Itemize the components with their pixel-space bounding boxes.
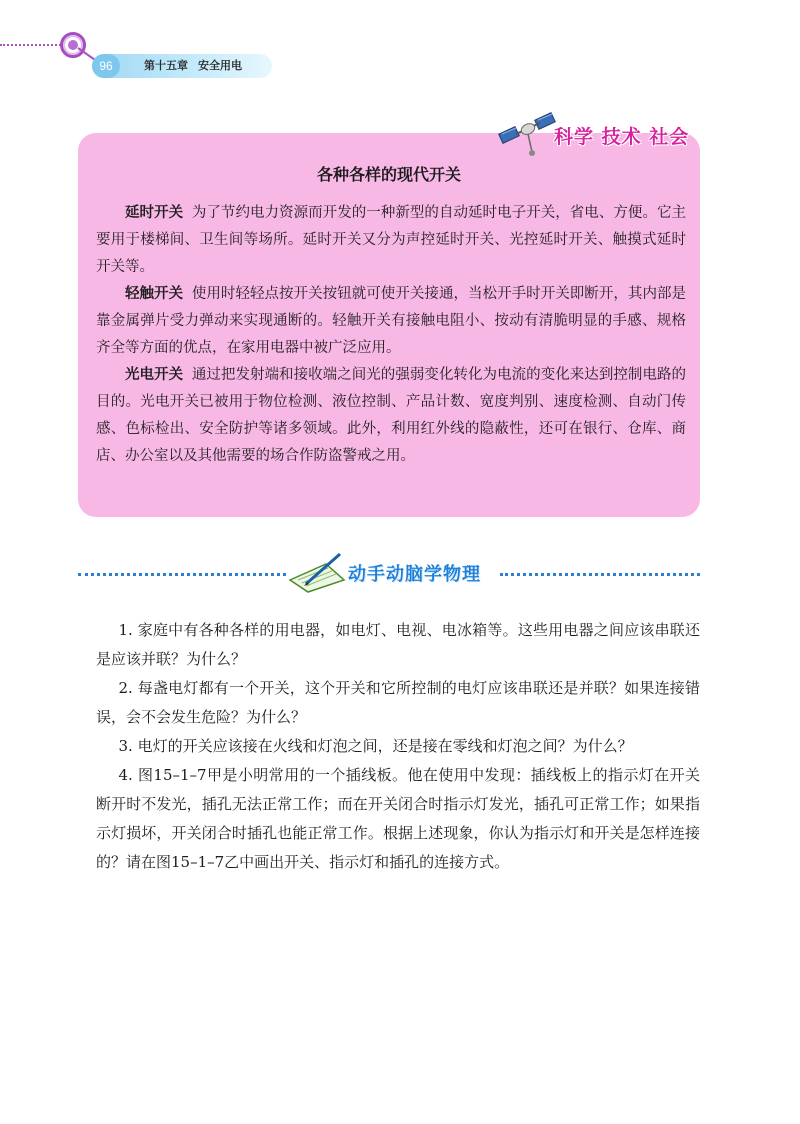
section-divider-right xyxy=(500,573,700,576)
sts-badge xyxy=(498,110,718,160)
reading-box-body xyxy=(96,200,686,470)
question-list xyxy=(96,616,700,877)
question-item: 4. 图15–1–7甲是小明常用的一个插线板。他在使用中发现：插线板上的指示灯在开关断开时不发光，插孔无法正常工作；而在开关闭合时指示灯发光，插孔可正常工作；如果指示灯损坏，开关闭合时插孔也能正常工作。根据上述现象，你认为指示灯和开关是怎样连接的？请在图15–1–7乙中画出开关、指示灯和插孔的连接方式。 xyxy=(96,766,700,871)
paragraph-tact-switch xyxy=(96,281,686,362)
reading-box-title: 各种各样的现代开关 xyxy=(316,165,461,184)
header-ring-icon xyxy=(60,32,86,58)
chapter-heading xyxy=(144,57,242,73)
section-divider-left xyxy=(78,573,286,576)
header-dotted-line xyxy=(0,44,64,46)
term-delay-switch: 延时开关 xyxy=(125,205,184,221)
page-number: 96 xyxy=(92,54,120,78)
sts-badge-label: 科学 技术 社会 xyxy=(554,126,690,148)
term-tact-switch: 轻触开关 xyxy=(125,286,184,302)
satellite-icon xyxy=(498,110,558,160)
paragraph-text: 为了节约电力资源而开发的一种新型的自动延时电子开关，省电、方便。它主要用于楼梯间、卫生间等场所。延时开关又分为声控延时开关、光控延时开关、触摸式延时开关等。 xyxy=(96,205,687,275)
question-item: 3. 电灯的开关应该接在火线和灯泡之间，还是接在零线和灯泡之间？为什么？ xyxy=(118,737,633,755)
chapter-title: 安全用电 xyxy=(198,59,242,72)
paragraph-text: 使用时轻轻点按开关按钮就可使开关接通，当松开手时开关即断开，其内部是靠金属弹片受力弹动来实现通断的。轻触开关有接触电阻小、按动有清脆明显的手感、规格齐全等方面的优点，在家用电器中被广泛应用。 xyxy=(96,286,687,356)
section-title: 动手动脑学物理 xyxy=(348,564,481,585)
question-item: 1. 家庭中有各种各样的用电器，如电灯、电视、电冰箱等。这些用电器之间应该串联还是应该并联？为什么？ xyxy=(96,621,700,668)
paragraph-photoelectric-switch xyxy=(96,362,686,470)
question-item: 2. 每盏电灯都有一个开关，这个开关和它所控制的电灯应该串联还是并联？如果连接错误，会不会发生危险？为什么？ xyxy=(96,679,700,726)
term-photoelectric-switch: 光电开关 xyxy=(125,367,184,383)
paragraph-text: 通过把发射端和接收端之间光的强弱变化转化为电流的变化来达到控制电路的目的。光电开关已被用于物位检测、液位控制、产品计数、宽度判别、速度检测、自动门传感、色标检出、安全防护等诸多领域。此外，利用红外线的隐蔽性，还可在银行、仓库、商店、办公室以及其他需要的场合作防盗警戒之用。 xyxy=(96,367,687,464)
notebook-pen-icon xyxy=(286,550,348,594)
chapter-number: 第十五章 xyxy=(144,59,188,72)
paragraph-delay-switch xyxy=(96,200,686,281)
